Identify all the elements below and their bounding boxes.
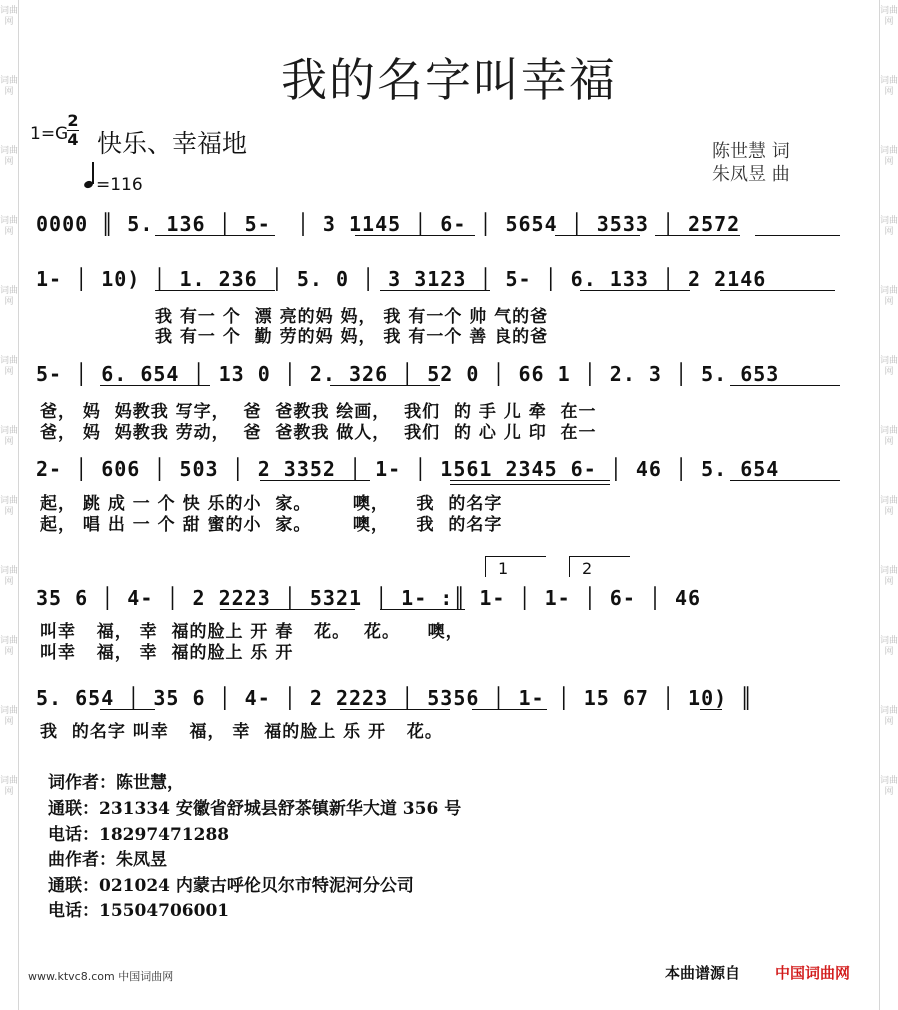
lyrics-verse-2: 爸， 妈 妈教我 劳动， 爸 爸教我 做人， 我们 的 心 儿 印 在一 — [40, 423, 597, 443]
second-ending-bracket — [569, 556, 630, 577]
lyrics-verse-1: 我 有一 个 漂 亮的妈 妈， 我 有一个 帅 气的爸 — [155, 307, 549, 327]
contact-line: 通联：021024 内蒙古呼伦贝尔市特泥河分公司 — [48, 876, 414, 896]
beam-line — [555, 235, 640, 236]
time-numerator: 2 — [67, 111, 79, 130]
beam-line — [450, 480, 610, 481]
time-signature — [67, 112, 79, 149]
mood-marking: 快乐、幸福地 — [97, 129, 248, 158]
lyrics-verse-1: 我 的名字 叫幸 福， 幸 福的脸上 乐 开 花。 — [40, 722, 443, 742]
score-system-1-notes: 0000 ║ 5. 136 │ 5- │ 3 1145 │ 6- │ 5654 │ 3533 │ 2572 — [36, 212, 741, 236]
score-system-6-notes: 5. 654 │ 35 6 │ 4- │ 2 2223 │ 5356 │ 1- │ 15 67 │ 10) ║ — [36, 686, 754, 710]
footer-site-logo[interactable]: 中国词曲网 — [775, 964, 851, 982]
beam-line — [472, 709, 547, 710]
lyrics-verse-2: 起， 唱 出 一 个 甜 蜜的小 家。 噢， 我 的名字 — [40, 515, 503, 535]
beam-line — [155, 235, 275, 236]
lyrics-verse-1: 起， 跳 成 一 个 快 乐的小 家。 噢， 我 的名字 — [40, 494, 503, 514]
beam-line — [355, 235, 475, 236]
composer-credit: 朱凤昱 曲 — [712, 164, 790, 185]
beam-line — [340, 709, 450, 710]
beam-line — [155, 290, 275, 291]
footer-site-url[interactable]: www.ktvc8.com 中国词曲网 — [28, 970, 174, 983]
watermark-strip-left: 词曲网 词曲网 词曲网 词曲网 词曲网 词曲网 词曲网 词曲网 词曲网 词曲网 词曲网 词曲网 — [0, 0, 19, 1010]
beam-line — [755, 235, 840, 236]
beam-line — [700, 709, 722, 710]
beam-line — [720, 290, 835, 291]
lyrics-verse-1: 叫幸 福， 幸 福的脸上 开 春 花。 花。 噢， — [40, 622, 464, 642]
time-denominator: 4 — [67, 130, 79, 149]
lyrics-verse-1: 爸， 妈 妈教我 写字， 爸 爸教我 绘画， 我们 的 手 儿 牵 在一 — [40, 402, 597, 422]
key-signature: 1=G — [30, 124, 69, 144]
watermark-strip-right: 词曲网 词曲网 词曲网 词曲网 词曲网 词曲网 词曲网 词曲网 词曲网 词曲网 词曲网 词曲网 — [879, 0, 898, 1010]
beam-line — [730, 385, 840, 386]
beam-line — [580, 290, 690, 291]
contact-line: 通联：231334 安徽省舒城县舒茶镇新华大道 356 号 — [48, 799, 462, 819]
lyrics-verse-2: 叫幸 福， 幸 福的脸上 乐 开 — [40, 643, 294, 663]
beam-line — [450, 484, 610, 485]
beam-line — [730, 480, 840, 481]
score-system-2-notes: 1- │ 10) │ 1. 236 │ 5. 0 │ 3 3123 │ 5- │ 6. 133 │ 2 2146 — [36, 267, 767, 291]
tempo-marking: =116 — [96, 175, 143, 195]
first-ending-bracket — [485, 556, 546, 577]
beam-line — [100, 385, 210, 386]
contact-line: 电话：15504706001 — [48, 901, 230, 921]
beam-line — [380, 290, 490, 291]
score-system-4-notes: 2- │ 606 │ 503 │ 2 3352 │ 1- │ 1561 2345 6- │ 46 │ 5. 654 — [36, 457, 780, 481]
contact-line: 词作者：陈世慧， — [48, 773, 184, 793]
footer-source-label: 本曲谱源自 — [665, 964, 741, 982]
beam-line — [330, 385, 440, 386]
beam-line — [100, 709, 155, 710]
second-ending-label: 2 — [582, 559, 593, 578]
contact-line: 曲作者：朱凤昱 — [48, 850, 167, 870]
lyricist-credit: 陈世慧 词 — [712, 141, 790, 162]
score-system-3-notes: 5- │ 6. 654 │ 13 0 │ 2. 326 │ 52 0 │ 66 1 │ 2. 3 │ 5. 653 — [36, 362, 780, 386]
beam-line — [380, 609, 465, 610]
beam-line — [260, 480, 370, 481]
lyrics-verse-2: 我 有一 个 勤 劳的妈 妈， 我 有一个 善 良的爸 — [155, 327, 549, 347]
contact-line: 电话：18297471288 — [48, 825, 230, 845]
first-ending-label: 1 — [498, 559, 509, 578]
song-title: 我的名字叫幸福 — [281, 53, 617, 107]
beam-line — [655, 235, 740, 236]
beam-line — [220, 609, 355, 610]
quarter-note-stem — [92, 162, 94, 184]
score-system-5-notes: 35 6 │ 4- │ 2 2223 │ 5321 │ 1- :║ 1- │ 1- │ 6- │ 46 — [36, 586, 702, 610]
